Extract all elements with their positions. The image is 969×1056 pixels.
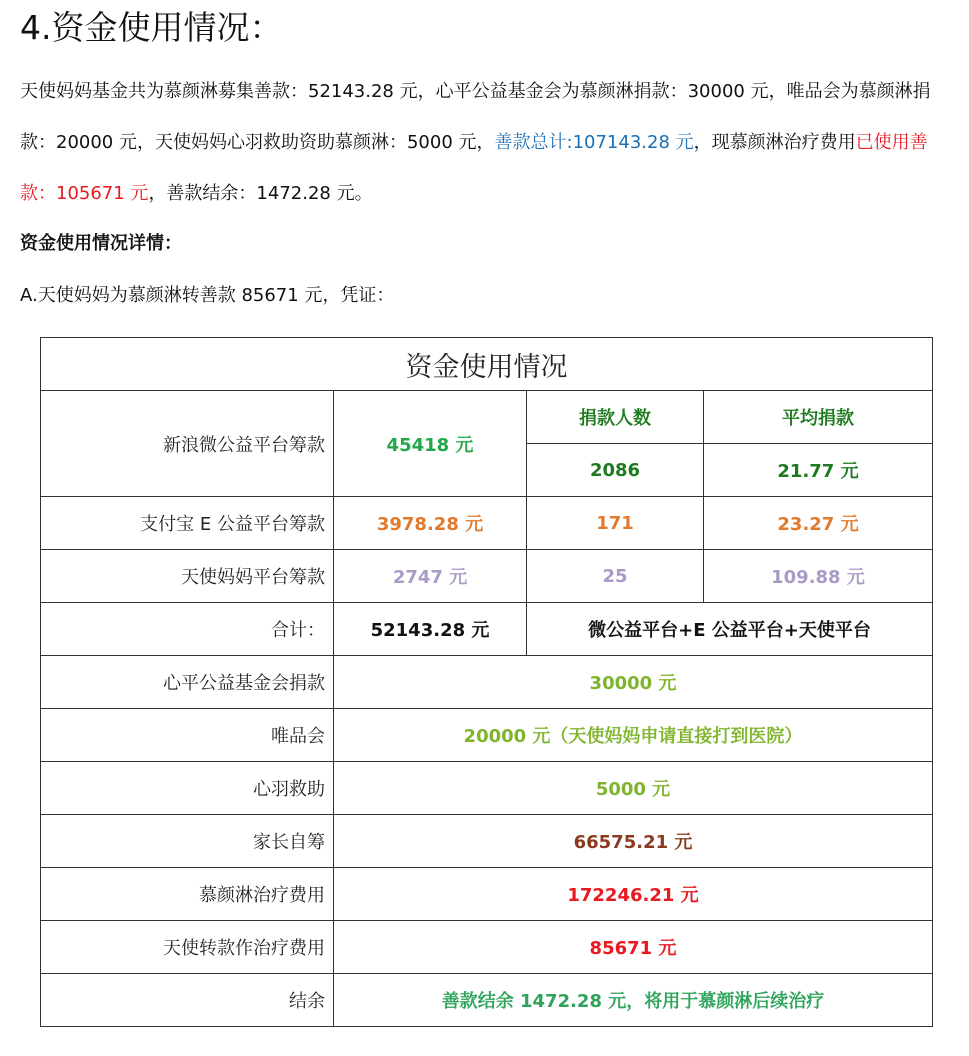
summary-text-3: ，善款结余：1472.28 元。 [148,183,373,204]
alipay-label: 支付宝 E 公益平台筹款 [41,497,334,550]
table-row [41,974,933,1027]
alipay-amount: 3978.28 元 [334,497,527,550]
angel-donors: 25 [527,550,704,603]
row-value: 66575.21 元 [334,815,933,868]
voucher-line: A.天使妈妈为慕颜淋转善款 85671 元，凭证： [20,285,395,306]
angel-avg: 109.88 元 [704,550,933,603]
subtotal-amount: 52143.28 元 [334,603,527,656]
row-label: 慕颜淋治疗费用 [41,868,334,921]
table-row [41,497,933,550]
table-row [41,550,933,603]
summary-text-1: 天使妈妈基金共为慕颜淋募集善款：52143.28 元，心平公益基金会为慕颜淋捐款：30000 元，唯品会为慕颜淋捐款：20000 元，天使妈妈心羽救助资助慕颜淋：5000 元， [20,81,931,153]
weibo-donors: 2086 [527,444,704,497]
funds-table [40,337,933,1027]
table-row [41,391,933,444]
weibo-label: 新浪微公益平台筹款 [41,391,334,497]
table-row [41,603,933,656]
alipay-donors: 171 [527,497,704,550]
weibo-amount: 45418 元 [334,391,527,497]
weibo-avg: 21.77 元 [704,444,933,497]
used-donation: 已使用善款：105671 元 [20,132,928,204]
row-label: 天使转款作治疗费用 [41,921,334,974]
row-value: 善款结余 1472.28 元，将用于慕颜淋后续治疗 [334,974,933,1027]
donors-header: 捐款人数 [527,391,704,444]
summary-text-2: ，现慕颜淋治疗费用 [693,132,856,153]
row-value: 20000 元（天使妈妈申请直接打到医院） [334,709,933,762]
summary-paragraph [20,66,950,219]
subtotal-label: 合计： [41,603,334,656]
table-row [41,656,933,709]
row-label: 家长自筹 [41,815,334,868]
row-label: 唯品会 [41,709,334,762]
avg-header: 平均捐款 [704,391,933,444]
detail-title: 资金使用情况详情： [20,233,182,254]
row-label: 心平公益基金会捐款 [41,656,334,709]
alipay-avg: 23.27 元 [704,497,933,550]
table-row [41,921,933,974]
row-label: 结余 [41,974,334,1027]
donation-total: 善款总计:107143.28 元 [494,132,694,153]
table-row [41,815,933,868]
table-row [41,709,933,762]
row-value: 30000 元 [334,656,933,709]
angel-label: 天使妈妈平台筹款 [41,550,334,603]
table-title-row [41,338,933,391]
row-value: 172246.21 元 [334,868,933,921]
table-title: 资金使用情况 [41,338,933,391]
table-row [41,762,933,815]
page-title: 4.资金使用情况： [20,8,283,47]
row-value: 5000 元 [334,762,933,815]
angel-amount: 2747 元 [334,550,527,603]
table-row [41,868,933,921]
row-label: 心羽救助 [41,762,334,815]
row-value: 85671 元 [334,921,933,974]
subtotal-note: 微公益平台+E 公益平台+天使平台 [527,603,933,656]
